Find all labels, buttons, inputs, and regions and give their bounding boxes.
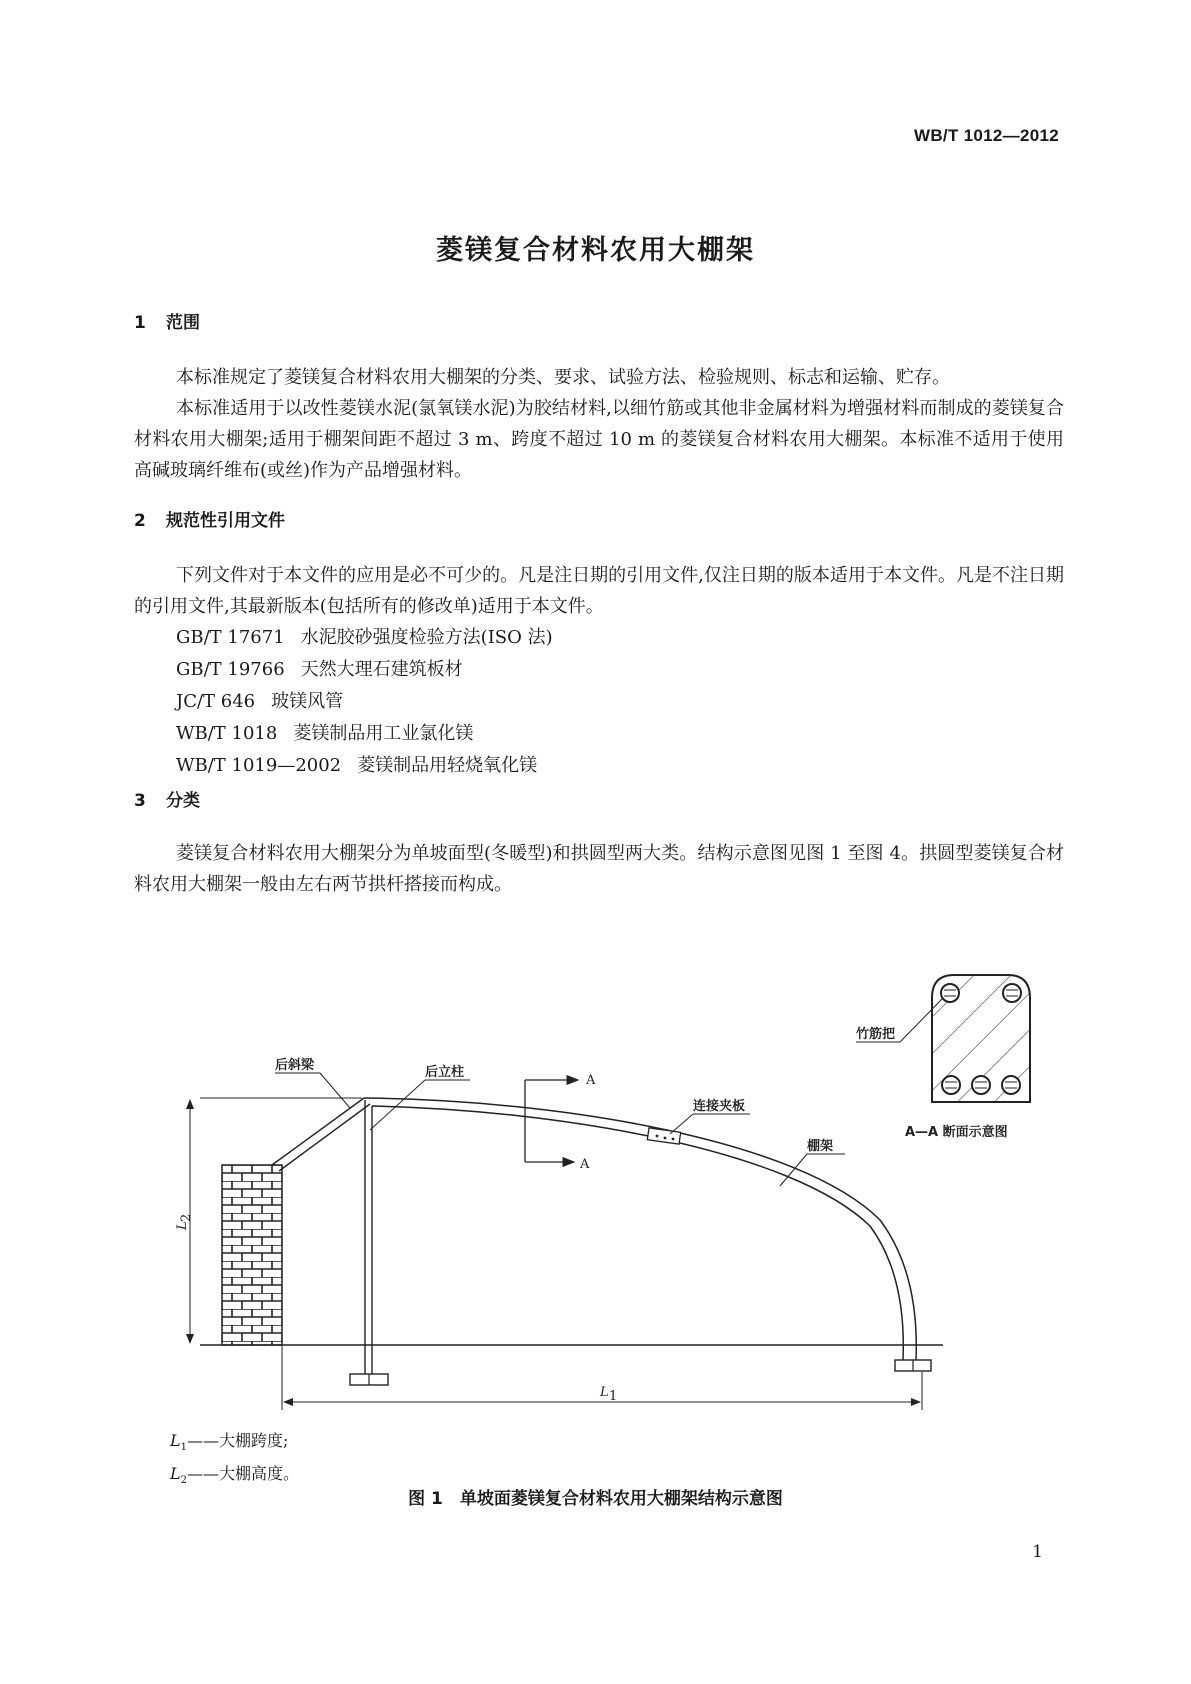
- section-title: 规范性引用文件: [166, 511, 285, 531]
- legend-item: $L_1——$大棚跨度;: [170, 1431, 289, 1454]
- reference-code: GB/T 19766: [176, 659, 285, 680]
- page-number: 1: [1032, 1542, 1043, 1562]
- section-mark-top: A: [586, 1073, 596, 1088]
- l1-subscript: 1: [609, 1389, 618, 1404]
- reference-name: 菱镁制品用工业氯化镁: [293, 723, 474, 744]
- brick-wall: [222, 1165, 282, 1345]
- splice-plate: [647, 1128, 680, 1144]
- bamboo-label: 竹筋把: [856, 1027, 896, 1042]
- reference-name: 玻镁风管: [271, 691, 344, 712]
- section-number: 1: [134, 313, 146, 333]
- bamboo-bundle: [1002, 1076, 1020, 1094]
- reference-name: 水泥胶砂强度检验方法(ISO 法): [300, 627, 553, 648]
- section-mark-bottom: A: [580, 1157, 590, 1172]
- document-title: 菱镁复合材料农用大棚架: [436, 235, 755, 266]
- reference-code: JC/T 646: [176, 691, 256, 712]
- bamboo-bundle: [942, 1076, 960, 1094]
- section-caption: A—A 断面示意图: [905, 1125, 1008, 1140]
- section-title: 分类: [166, 791, 200, 811]
- rear-column-label: 后立柱: [425, 1065, 465, 1080]
- l2-subscript: 2: [179, 1213, 194, 1222]
- section-number: 3: [134, 791, 146, 811]
- bamboo-bundle: [1003, 984, 1021, 1002]
- reference-name: 天然大理石建筑板材: [300, 659, 463, 680]
- section-1-paragraph-1: 本标准规定了菱镁复合材料农用大棚架的分类、要求、试验方法、检验规则、标志和运输、贮存。: [176, 367, 950, 388]
- figure-caption: 图 1 单坡面菱镁复合材料农用大棚架结构示意图: [408, 1489, 783, 1509]
- frame-label: 棚架: [807, 1139, 834, 1154]
- rear-beam-label: 后斜梁: [275, 1058, 315, 1073]
- standard-code: WB/T 1012—2012: [914, 126, 1059, 145]
- arch-frame: [364, 1098, 916, 1360]
- reference-code: GB/T 17671: [176, 627, 285, 648]
- reference-code: WB/T 1019—2002: [176, 755, 342, 776]
- rear-beam: [272, 1098, 364, 1165]
- bamboo-bundle: [972, 1076, 990, 1094]
- section-2-paragraph-1: 下列文件对于本文件的应用是必不可少的。凡是注日期的引用文件,仅注日期的版本适用于本文件。凡是不注日期的引用文件,其最新版本(包括所有的修改单)适用于本文件。: [134, 565, 1064, 617]
- bamboo-bundle: [941, 984, 959, 1002]
- l1-label: L: [600, 1385, 609, 1400]
- section-3-paragraph-1: 菱镁复合材料农用大棚架分为单坡面型(冬暖型)和拱圆型两大类。结构示意图见图 1 至图 4。拱圆型菱镁复合材料农用大棚架一般由左右两节拱杆搭接而构成。: [134, 843, 1064, 895]
- reference-code: WB/T 1018: [176, 723, 278, 744]
- legend-item: $L_2——$大棚高度。: [170, 1464, 300, 1487]
- section-title: 范围: [166, 313, 200, 333]
- l2-label: L: [175, 1221, 190, 1230]
- splice-plate-label: 连接夹板: [693, 1099, 746, 1114]
- section-number: 2: [134, 511, 146, 531]
- reference-name: 菱镁制品用轻烧氧化镁: [357, 755, 538, 776]
- section-1-paragraph-2: 本标准适用于以改性菱镁水泥(氯氧镁水泥)为胶结材料,以细竹筋或其他非金属材料为增强材料而制成的菱镁复合材料农用大棚架;适用于棚架间距不超过 3 m、跨度不超过 10 m 的菱镁复合材料农用大棚架。本标准不适用于使用高碱玻璃纤维布(或丝)作为产品增强材料。: [134, 398, 1064, 481]
